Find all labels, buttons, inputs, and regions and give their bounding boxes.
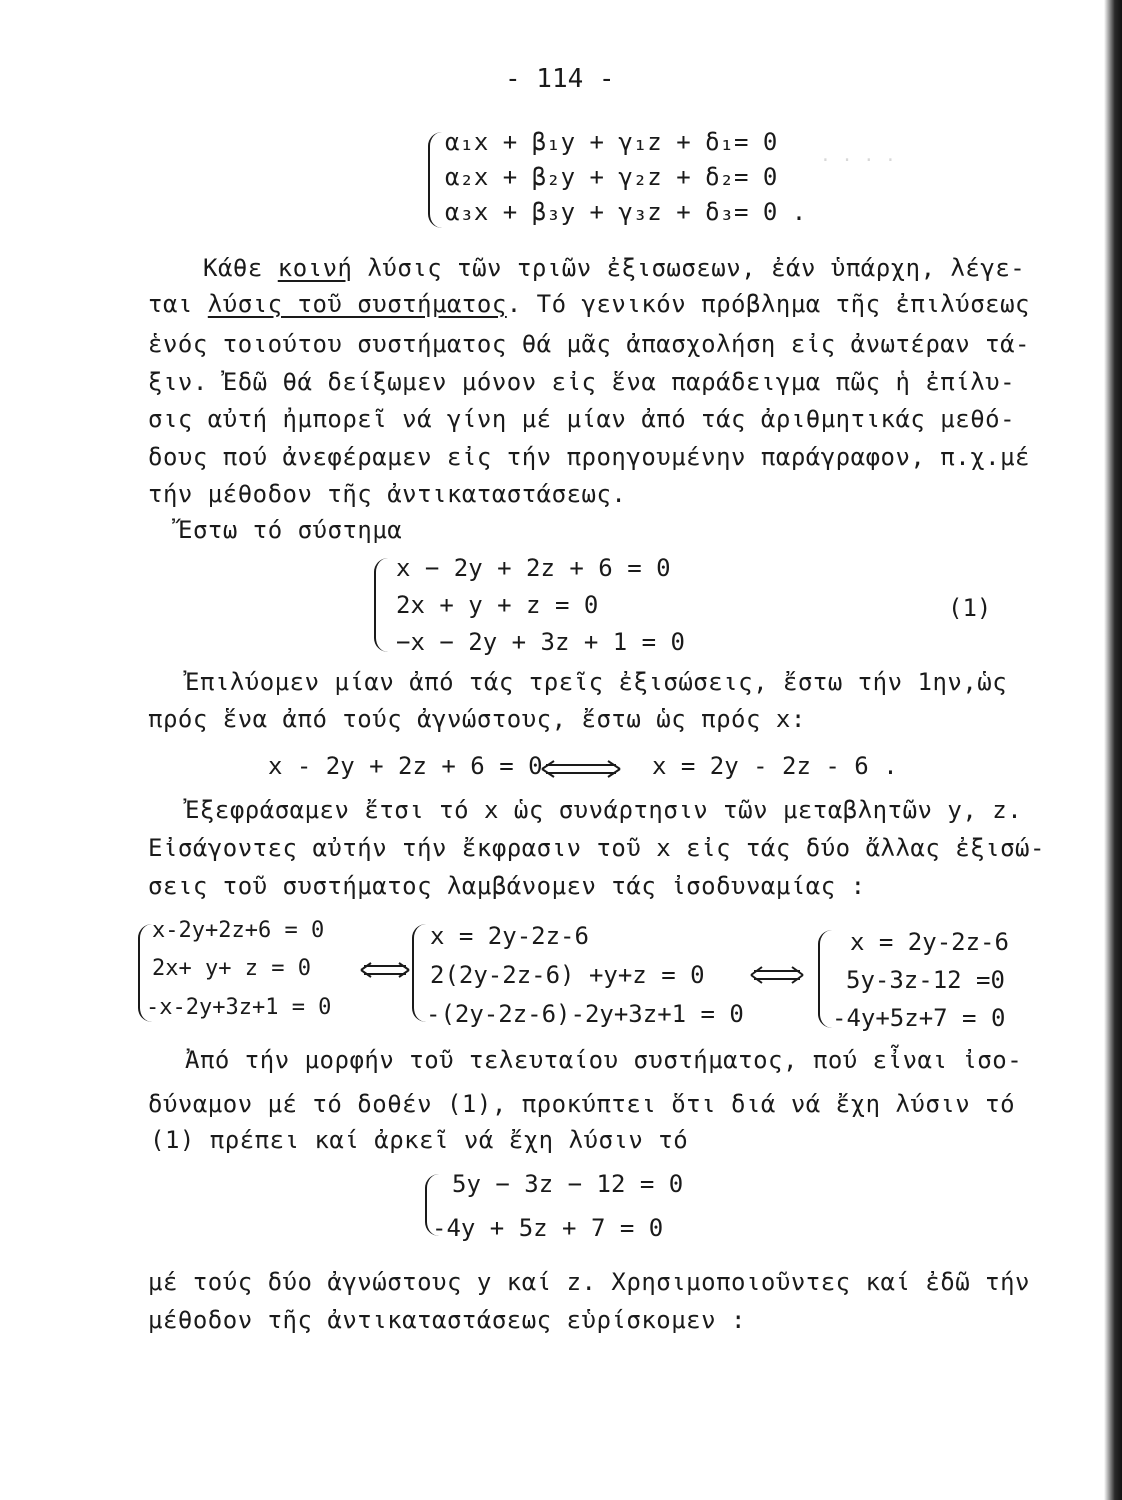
esto-line: Ἔστω τό σύστημα [178, 516, 403, 544]
sysC-eq-3: -4y+5z+7 = 0 [832, 1004, 1006, 1032]
page-number: - 114 - [505, 64, 615, 94]
para2-line2: πρός ἕνα ἀπό τούς ἀγνώστους, ἔστω ὡς πρός x: [148, 705, 806, 733]
sysA-eq-3: -x-2y+3z+1 = 0 [146, 995, 332, 1020]
sysB-eq-3: -(2y-2z-6)-2y+3z+1 = 0 [426, 1000, 744, 1028]
sysA-eq-1: x-2y+2z+6 = 0 [152, 918, 325, 943]
para1-line7: τήν μέθοδον τῆς ἀντικαταστάσεως. [148, 480, 627, 508]
para1-line4: ξιν. Ἐδῶ θά δείξωμεν μόνον εἰς ἕνα παράδειγμα πῶς ἡ ἐπίλυ- [148, 368, 1016, 396]
para2-line1: Ἐπιλύομεν μίαν ἀπό τάς τρεῖς ἐξισώσεις, ἔστω τήν 1ην,ὡς [185, 668, 1008, 696]
para1-line6: δους πού ἀνεφέραμεν εἰς τήν προηγουμένην παράγραφον, π.χ.μέ [148, 443, 1031, 471]
system1-eq-3: −x − 2y + 3z + 1 = 0 [396, 628, 685, 656]
para5-line1: μέ τούς δύο ἀγνώστους y καί z. Χρησιμοποιοῦντες καί ἐδῶ τήν [148, 1268, 1031, 1296]
sysB-eq-2: 2(2y-2z-6) +y+z = 0 [430, 961, 705, 989]
brace-sysB [412, 924, 426, 1022]
brace-system1 [374, 558, 390, 652]
scan-edge-shadow [1104, 0, 1122, 1500]
para1-line2: ται λύσις τοῦ συστήματος. Τό γενικόν πρόβλημα τῆς ἐπιλύσεως [148, 290, 1031, 318]
system1-label: (1) [948, 594, 992, 622]
equiv-right: x = 2y - 2z - 6 . [652, 752, 898, 780]
double-arrow-icon [358, 960, 412, 980]
double-arrow-icon [538, 758, 624, 780]
general-eq-3: α₃x + β₃y + γ₃z + δ₃= 0 . [445, 198, 807, 226]
para1-line5: σις αὐτή ἠμπορεῖ νά γίνη μέ μίαν ἀπό τάς ἀριθμητικάς μεθό- [148, 405, 1016, 433]
system1-eq-1: x − 2y + 2z + 6 = 0 [396, 554, 671, 582]
sysD-eq-1: 5y − 3z − 12 = 0 [452, 1170, 684, 1198]
bleed-through: · · · · [820, 150, 896, 171]
para1-line1: Κάθε κοινή λύσις τῶν τριῶν ἐξισωσεων, ἐάν ὑπάρχη, λέγε- [203, 254, 1026, 282]
para5-line2: μέθοδον τῆς ἀντικαταστάσεως εὑρίσκομεν : [148, 1306, 746, 1334]
para1-line3: ἑνός τοιούτου συστήματος θά μᾶς ἀπασχολήση εἰς ἀνωτέραν τά- [148, 330, 1031, 358]
sysC-eq-1: x = 2y-2z-6 [850, 928, 1009, 956]
brace-general [428, 132, 444, 228]
system1-eq-2: 2x + y + z = 0 [396, 591, 599, 619]
para3-line3: σεις τοῦ συστήματος λαμβάνομεν τάς ἰσοδυναμίας : [148, 872, 866, 900]
sysD-eq-2: -4y + 5z + 7 = 0 [432, 1214, 664, 1242]
para3-line2: Εἰσάγοντες αὐτήν τήν ἔκφρασιν τοῦ x εἰς τάς δύο ἄλλας ἐξισώ- [148, 834, 1045, 862]
general-eq-1: α₁x + β₁y + γ₁z + δ₁= 0 [445, 128, 778, 156]
equiv-left: x - 2y + 2z + 6 = 0 [268, 752, 543, 780]
brace-sysC [818, 930, 832, 1028]
para4-line1: Ἀπό τήν μορφήν τοῦ τελευταίου συστήματος, πού εἶναι ἰσο- [185, 1046, 1023, 1074]
sysC-eq-2: 5y-3z-12 =0 [846, 966, 1005, 994]
para4-line2: δύναμον μέ τό δοθέν (1), προκύπτει ὅτι διά νά ἔχη λύσιν τό [148, 1090, 1016, 1118]
general-eq-2: α₂x + β₂y + γ₂z + δ₂= 0 [445, 163, 778, 191]
para3-line1: Ἐξεφράσαμεν ἔτσι τό x ὡς συνάρτησιν τῶν μεταβλητῶν y, z. [185, 796, 1023, 824]
sysA-eq-2: 2x+ y+ z = 0 [152, 956, 311, 981]
double-arrow-icon [748, 964, 806, 986]
sysB-eq-1: x = 2y-2z-6 [430, 922, 589, 950]
para4-line3: (1) πρέπει καί ἀρκεῖ νά ἔχη λύσιν τό [150, 1126, 689, 1154]
